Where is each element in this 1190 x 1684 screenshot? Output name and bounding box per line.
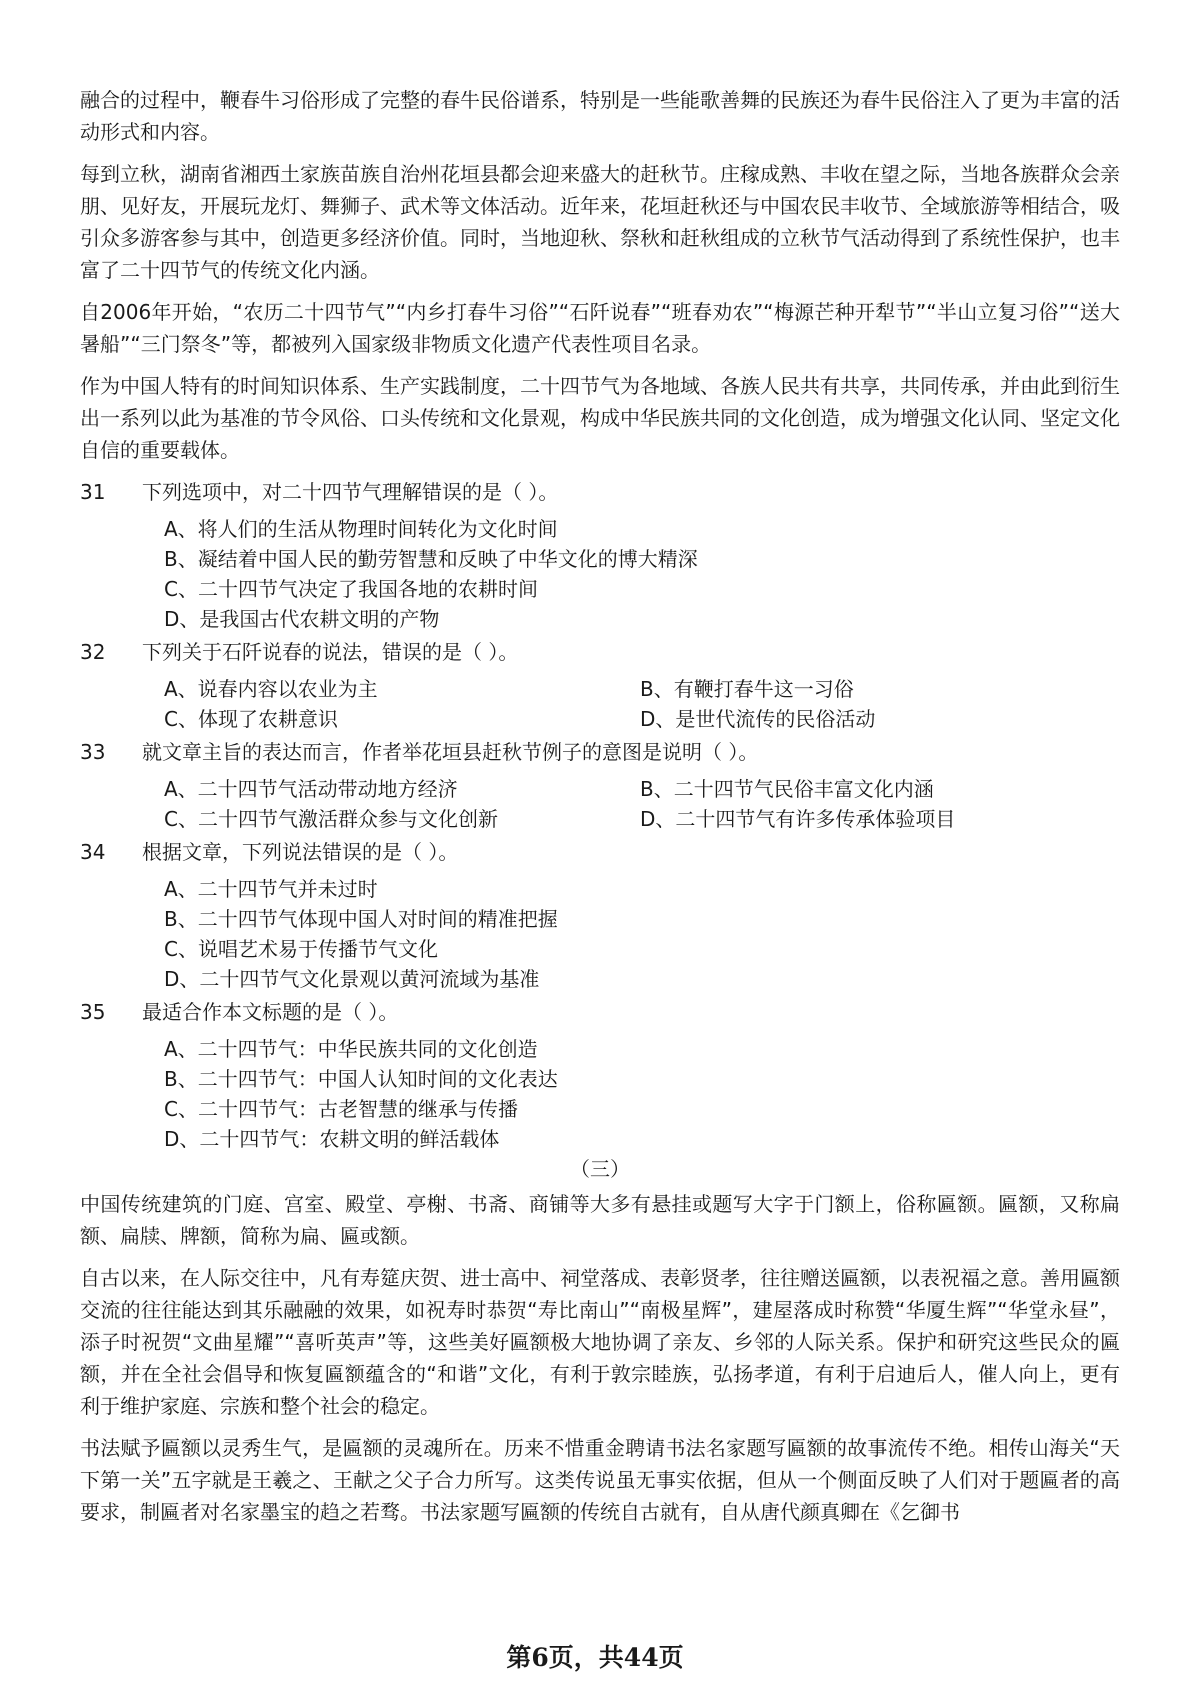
option-c[interactable]: C、二十四节气：古老智慧的继承与传播 — [164, 1097, 518, 1121]
question-number: 35 — [80, 1000, 106, 1024]
option-a[interactable]: A、说春内容以农业为主 — [164, 677, 378, 701]
section-heading: （三） — [570, 1157, 630, 1181]
question-text: 就文章主旨的表达而言，作者举花垣县赶秋节例子的意图是说明（ ）。 — [142, 740, 759, 764]
option-a[interactable]: A、二十四节气并未过时 — [164, 877, 378, 901]
option-a[interactable]: A、二十四节气：中华民族共同的文化创造 — [164, 1037, 538, 1061]
question-number: 33 — [80, 740, 106, 764]
option-a[interactable]: A、将人们的生活从物理时间转化为文化时间 — [164, 517, 558, 541]
options-33 — [164, 774, 1120, 834]
option-c[interactable]: C、体现了农耕意识 — [164, 707, 338, 731]
options-35 — [164, 1034, 1120, 1154]
option-b[interactable]: B、二十四节气：中国人认知时间的文化表达 — [164, 1067, 558, 1091]
question-34 — [80, 836, 1120, 868]
option-b[interactable]: B、二十四节气体现中国人对时间的精准把握 — [164, 907, 558, 931]
option-c[interactable]: C、二十四节气激活群众参与文化创新 — [164, 807, 498, 831]
question-32 — [80, 636, 1120, 668]
paragraph: 每到立秋，湖南省湘西土家族苗族自治州花垣县都会迎来盛大的赶秋节。庄稼成熟、丰收在望之际，当地各族群众会亲朋、见好友，开展玩龙灯、舞狮子、武术等文体活动。近年来，花垣赶秋还与中国农民丰收节、全域旅游等相结合，吸引众多游客参与其中，创造更多经济价值。同时，当地迎秋、祭秋和赶秋组成的立秋节气活动得到了系统性保护，也丰富了二十四节气的传统文化内涵。 — [80, 162, 1120, 282]
question-text: 下列关于石阡说春的说法，错误的是（ ）。 — [142, 640, 519, 664]
paragraph: 作为中国人特有的时间知识体系、生产实践制度，二十四节气为各地域、各族人民共有共享，共同传承，并由此到衍生出一系列以此为基准的节令风俗、口头传统和文化景观，构成中华民族共同的文化创造，成为增强文化认同、坚定文化自信的重要载体。 — [80, 374, 1120, 462]
question-number: 32 — [80, 640, 106, 664]
page-footer: 第6页，共44页 — [506, 1643, 684, 1672]
paragraph: 自古以来，在人际交往中，凡有寿筵庆贺、进士高中、祠堂落成、表彰贤孝，往往赠送匾额，以表祝福之意。善用匾额交流的往往能达到其乐融融的效果，如祝寿时恭贺“寿比南山”“南极星辉”，建屋落成时称赞“华厦生辉”“华堂永昼”，添子时祝贺“文曲星耀”“喜听英声”等，这些美好匾额极大地协调了亲友、乡邻的人际关系。保护和研究这些民众的匾额，并在全社会倡导和恢复匾额蕴含的“和谐”文化，有利于敦宗睦族，弘扬孝道，有利于启迪后人，催人向上，更有利于维护家庭、宗族和整个社会的稳定。 — [80, 1266, 1120, 1418]
question-31 — [80, 476, 1120, 508]
option-d[interactable]: D、二十四节气文化景观以黄河流域为基准 — [164, 967, 540, 991]
option-b[interactable]: B、凝结着中国人民的勤劳智慧和反映了中华文化的博大精深 — [164, 547, 698, 571]
question-text: 根据文章，下列说法错误的是（ ）。 — [142, 840, 459, 864]
paragraph: 中国传统建筑的门庭、宫室、殿堂、亭榭、书斋、商铺等大多有悬挂或题写大字于门额上，俗称匾额。匾额，又称扁额、扁牍、牌额，简称为扁、匾或额。 — [80, 1192, 1120, 1248]
option-b[interactable]: B、有鞭打春牛这一习俗 — [640, 677, 854, 701]
paragraph: 融合的过程中，鞭春牛习俗形成了完整的春牛民俗谱系，特别是一些能歌善舞的民族还为春牛民俗注入了更为丰富的活动形式和内容。 — [80, 88, 1120, 144]
document-body — [80, 84, 1120, 1538]
question-number: 34 — [80, 840, 106, 864]
options-31 — [164, 514, 1120, 634]
option-d[interactable]: D、二十四节气：农耕文明的鲜活载体 — [164, 1127, 500, 1151]
option-b[interactable]: B、二十四节气民俗丰富文化内涵 — [640, 777, 934, 801]
question-number: 31 — [80, 480, 106, 504]
option-c[interactable]: C、二十四节气决定了我国各地的农耕时间 — [164, 577, 538, 601]
question-33 — [80, 736, 1120, 768]
option-a[interactable]: A、二十四节气活动带动地方经济 — [164, 777, 458, 801]
question-text: 下列选项中，对二十四节气理解错误的是（ ）。 — [142, 480, 559, 504]
option-c[interactable]: C、说唱艺术易于传播节气文化 — [164, 937, 438, 961]
question-35 — [80, 996, 1120, 1028]
paragraph: 自2006年开始，“农历二十四节气”“内乡打春牛习俗”“石阡说春”“班春劝农”“梅源芒种开犁节”“半山立复习俗”“送大暑船”“三门祭冬”等，都被列入国家级非物质文化遗产代表性项目名录。 — [80, 300, 1120, 356]
option-d[interactable]: D、二十四节气有许多传承体验项目 — [640, 807, 956, 831]
options-34 — [164, 874, 1120, 994]
paragraph: 书法赋予匾额以灵秀生气，是匾额的灵魂所在。历来不惜重金聘请书法名家题写匾额的故事流传不绝。相传山海关“天下第一关”五字就是王羲之、王献之父子合力所写。这类传说虽无事实依据，但从一个侧面反映了人们对于题匾者的高要求，制匾者对名家墨宝的趋之若骛。书法家题写匾额的传统自古就有，自从唐代颜真卿在《乞御书 — [80, 1436, 1120, 1524]
question-text: 最适合作本文标题的是（ ）。 — [142, 1000, 399, 1024]
options-32 — [164, 674, 1120, 734]
option-d[interactable]: D、是我国古代农耕文明的产物 — [164, 607, 440, 631]
option-d[interactable]: D、是世代流传的民俗活动 — [640, 707, 876, 731]
